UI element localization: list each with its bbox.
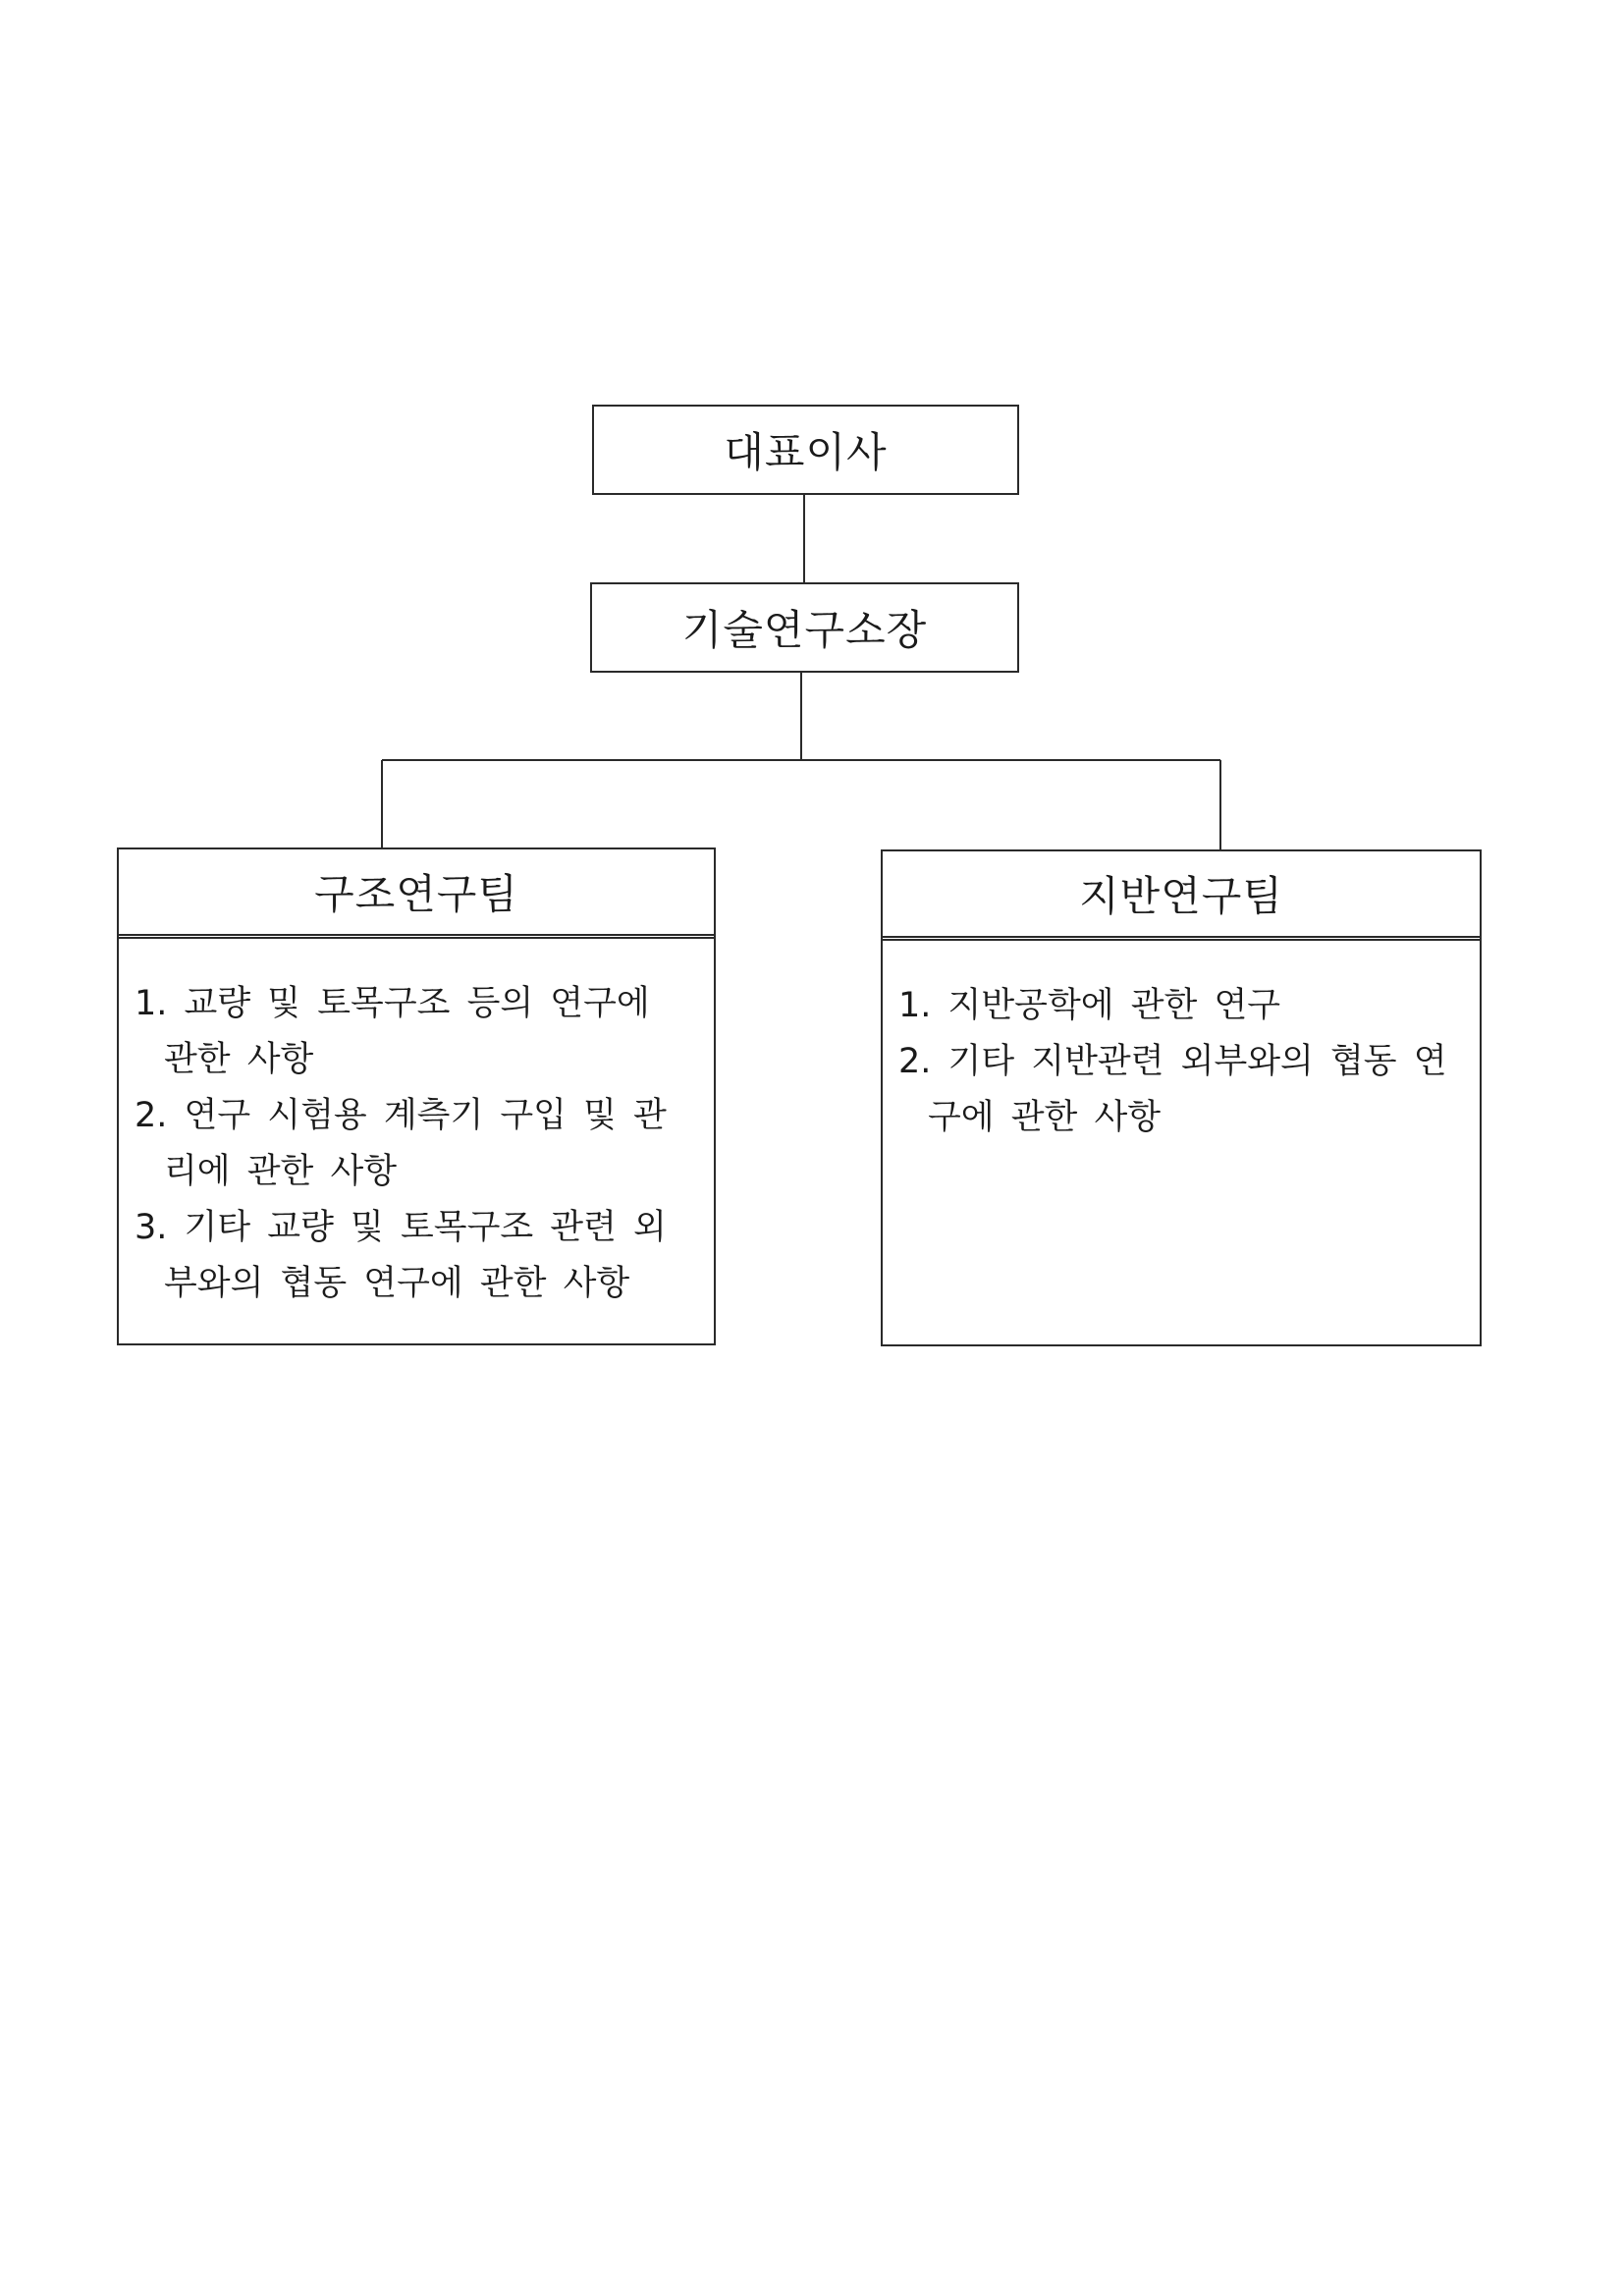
team-name: 구조연구팀: [119, 849, 714, 939]
ground-team-box: [881, 849, 1482, 1346]
director-box: [590, 582, 1019, 673]
team-name: 지반연구팀: [883, 851, 1480, 941]
team-duty-list: [883, 941, 1480, 1146]
structure-team-box: [117, 847, 716, 1345]
duty-item: 2. 기타 지반관련 외부와의 협동 연구에 관한 사항: [898, 1042, 1447, 1137]
duty-item: 1. 지반공학에 관한 연구: [898, 986, 1281, 1025]
duty-item: 1. 교량 및 토목구조 등의 연구에 관한 사항: [135, 984, 650, 1079]
duty-item: 2. 연구 시험용 계측기 구입 및 관리에 관한 사항: [135, 1096, 667, 1191]
ceo-box: [592, 405, 1019, 495]
team-duty-list: [119, 939, 714, 1312]
ceo-title: 대표이사: [724, 428, 888, 476]
duty-item: 3. 기타 교량 및 토목구조 관련 외부와의 협동 연구에 관한 사항: [135, 1208, 667, 1303]
director-title: 기술연구소장: [681, 606, 928, 654]
